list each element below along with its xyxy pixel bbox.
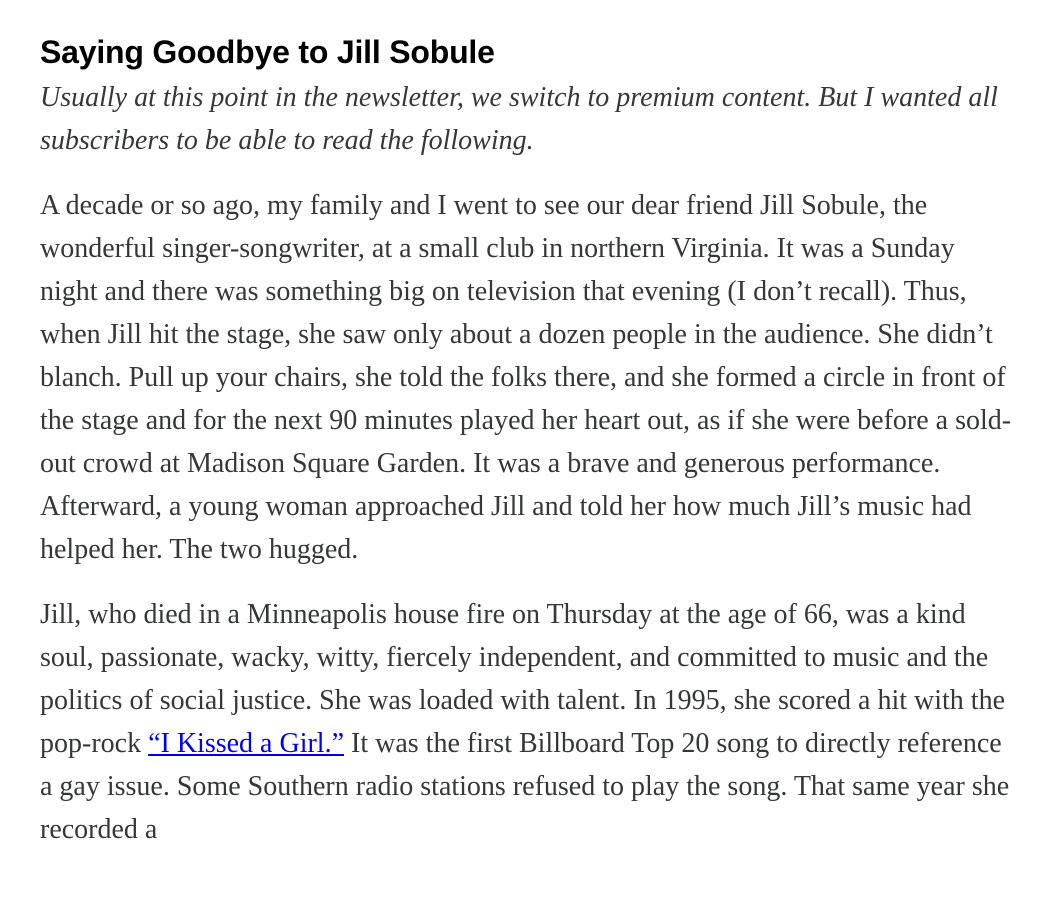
paragraph-2-after-link: It was the first Billboard Top 20 song to directly reference a gay issue. Some Southern radio stations refused to play the song. That same year she recorded a — [40, 728, 1010, 845]
paragraph-2-before-link: Jill, who died in a Minneapolis house fire on Thursday at the age of 66, was a kind soul, passionate, wacky, witty, fiercely independent, and committed to music and the politics of social justice. She was loaded with talent. In 1995, she scored a hit with the pop-rock — [40, 599, 1006, 759]
paragraph-2 — [40, 593, 1015, 851]
article-title: Saying Goodbye to Jill Sobule — [40, 34, 495, 70]
article — [40, 30, 1015, 873]
i-kissed-a-girl-link[interactable]: “I Kissed a Girl.” — [148, 728, 345, 759]
paragraph-1: A decade or so ago, my family and I went to see our dear friend Jill Sobule, the wonderful singer-songwriter, at a small club in northern Virginia. It was a Sunday night and there was something big on television that evening (I don’t recall). Thus, when Jill hit the stage, she saw only about a dozen people in the audience. She didn’t blanch. Pull up your chairs, she told the folks there, and she formed a circle in front of the stage and for the next 90 minutes played her heart out, as if she were before a sold-out crowd at Madison Square Garden. It was a brave and generous performance. Afterward, a young woman approached Jill and told her how much Jill’s music had helped her. The two hugged. — [40, 190, 1012, 565]
intro-note: Usually at this point in the newsletter, we switch to premium content. But I wanted all subscribers to be able to read the following. — [40, 82, 998, 156]
